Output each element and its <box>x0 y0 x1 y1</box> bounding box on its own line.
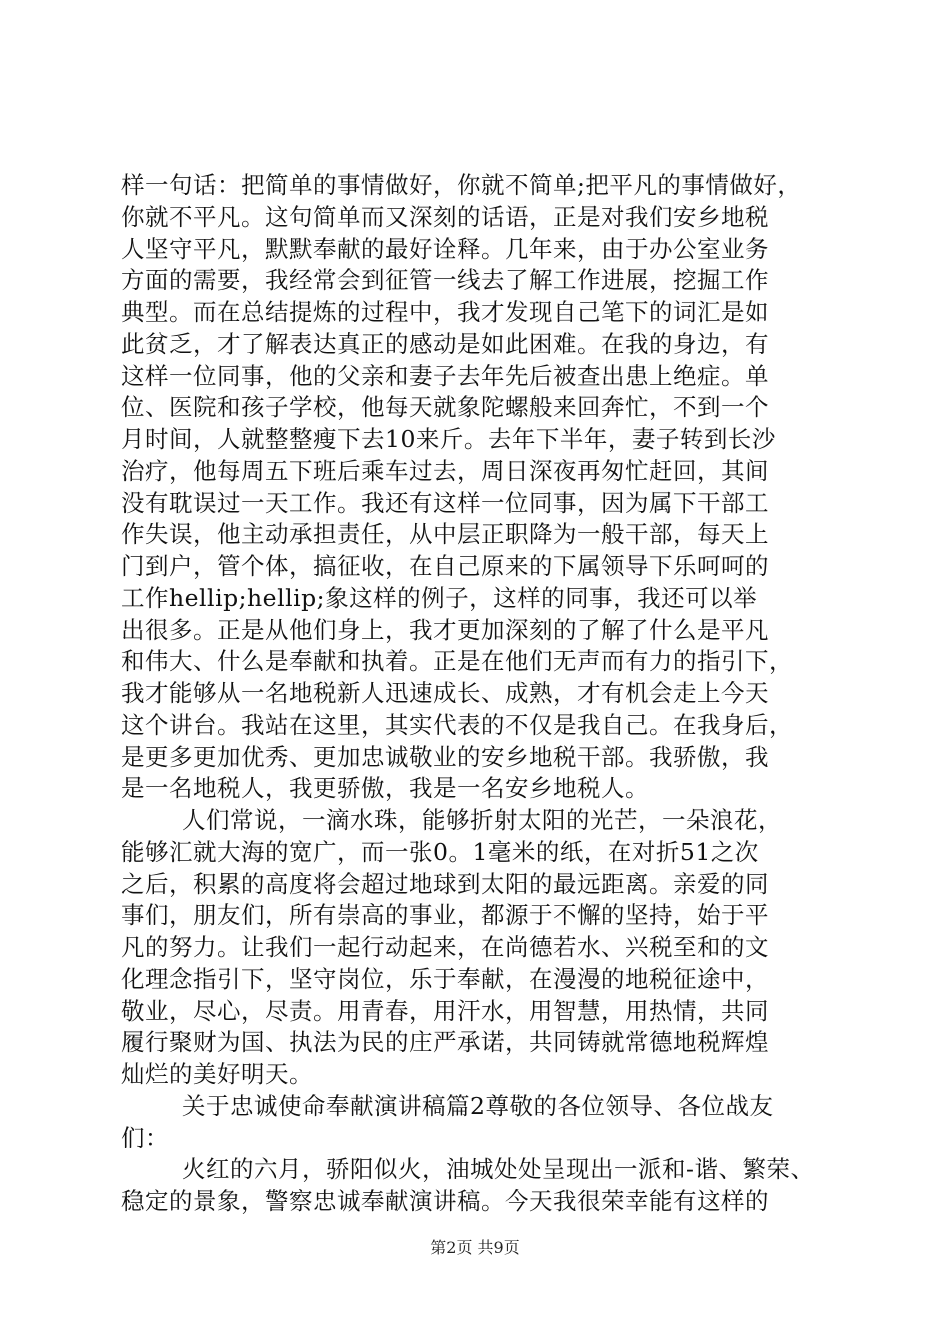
text-line: 灿烂的美好明天。 <box>121 1060 313 1088</box>
text-line: 履行聚财为国、执法为民的庄严承诺，共同铸就常德地税辉煌 <box>121 1028 769 1057</box>
text-line: 是更多更加优秀、更加忠诚敬业的安乡地税干部。我骄傲，我 <box>121 742 769 771</box>
text-line: 工作hellip;hellip;象这样的例子，这样的同事，我还可以举 <box>121 583 758 612</box>
text-line: 月时间，人就整整瘦下去10来斤。去年下半年，妻子转到长沙 <box>121 425 776 453</box>
text-line: 作失误，他主动承担责任，从中层正职降为一般干部，每天上 <box>121 520 769 549</box>
text-line: 此贫乏，才了解表达真正的感动是如此困难。在我的身边，有 <box>121 329 769 358</box>
text-line: 典型。而在总结提炼的过程中，我才发现自己笔下的词汇是如 <box>121 298 769 326</box>
text-line: 敬业，尽心，尽责。用青春，用汗水，用智慧，用热情，共同 <box>121 996 769 1025</box>
text-line: 化理念指引下，坚守岗位，乐于奉献，在漫漫的地税征途中， <box>121 964 769 993</box>
text-line: 没有耽误过一天工作。我还有这样一位同事，因为属下干部工 <box>121 488 769 517</box>
page-number-label: 第2页 共9页 <box>430 1238 520 1257</box>
text-line: 凡的努力。让我们一起行动起来，在尚德若水、兴税至和的文 <box>121 933 769 961</box>
text-line: 和伟大、什么是奉献和执着。正是在他们无声而有力的指引下， <box>121 647 793 676</box>
text-line: 这个讲台。我站在这里，其实代表的不仅是我自己。在我身后， <box>121 710 793 739</box>
text-line: 关于忠诚使命奉献演讲稿篇2尊敬的各位领导、各位战友 <box>182 1091 774 1120</box>
text-line: 你就不平凡。这句简单而又深刻的话语，正是对我们安乡地税 <box>121 202 769 231</box>
text-line: 我才能够从一名地税新人迅速成长、成熟，才有机会走上今天 <box>121 679 769 707</box>
text-line: 位、医院和孩子学校，他每天就象陀螺般来回奔忙，不到一个 <box>121 393 769 422</box>
text-line: 治疗，他每周五下班后乘车过去，周日深夜再匆忙赶回，其间 <box>121 456 769 485</box>
text-line: 这样一位同事，他的父亲和妻子去年先后被查出患上绝症。单 <box>121 361 769 390</box>
text-line: 出很多。正是从他们身上，我才更加深刻的了解了什么是平凡 <box>121 615 769 644</box>
document-body <box>121 170 841 1218</box>
text-line: 方面的需要，我经常会到征管一线去了解工作进展，挖掘工作 <box>121 266 769 295</box>
page-footer <box>0 1238 950 1258</box>
text-line: 稳定的景象，警察忠诚奉献演讲稿。今天我很荣幸能有这样的 <box>121 1187 769 1215</box>
text-line: 火红的六月，骄阳似火，油城处处呈现出一派和-谐、繁荣、 <box>182 1155 815 1184</box>
text-line: 事们，朋友们，所有崇高的事业，都源于不懈的坚持，始于平 <box>121 901 769 930</box>
text-line: 人坚守平凡，默默奉献的最好诠释。几年来，由于办公室业务 <box>121 234 769 263</box>
text-line: 门到户，管个体，搞征收，在自己原来的下属领导下乐呵呵的 <box>121 552 769 580</box>
text-line: 们： <box>121 1123 169 1152</box>
text-line: 能够汇就大海的宽广，而一张0。1毫米的纸，在对折51之次 <box>121 837 759 866</box>
text-line: 人们常说，一滴水珠，能够折射太阳的光芒，一朵浪花， <box>182 806 782 834</box>
text-line: 是一名地税人，我更骄傲，我是一名安乡地税人。 <box>121 774 649 803</box>
text-line: 样一句话：把简单的事情做好，你就不简单;把平凡的事情做好， <box>121 171 802 199</box>
text-line: 之后，积累的高度将会超过地球到太阳的最远距离。亲爱的同 <box>121 869 769 898</box>
